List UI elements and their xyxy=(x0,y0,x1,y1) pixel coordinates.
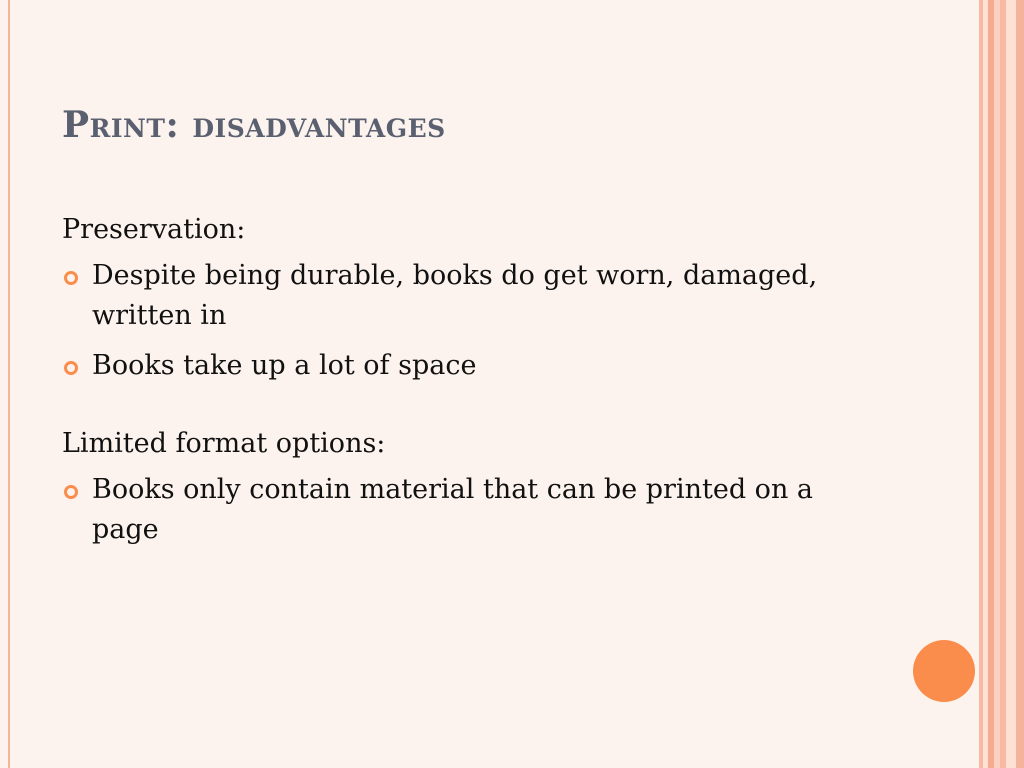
bullet-item xyxy=(62,346,882,386)
bullet-item xyxy=(62,256,882,336)
section-heading-format: Limited format options: xyxy=(62,428,386,459)
bullet-text: Books take up a lot of space xyxy=(92,350,477,381)
hollow-circle-bullet-icon xyxy=(64,271,78,285)
orange-circle-icon xyxy=(913,640,975,702)
hollow-circle-bullet-icon xyxy=(64,361,78,375)
slide-title: Print: disadvantages xyxy=(62,104,446,146)
bullet-item xyxy=(62,470,882,550)
left-border-rule xyxy=(8,0,10,768)
bullet-text: Despite being durable, books do get worn, damaged, written in xyxy=(92,260,818,331)
slide-body xyxy=(62,210,882,560)
bullet-list-preservation xyxy=(62,256,882,386)
right-decorative-stripe xyxy=(1006,0,1016,768)
hollow-circle-bullet-icon xyxy=(64,485,78,499)
right-decorative-stripe xyxy=(1016,0,1024,768)
section-spacer xyxy=(62,396,882,424)
section-heading-preservation: Preservation: xyxy=(62,214,246,245)
bullet-text: Books only contain material that can be printed on a page xyxy=(92,474,814,545)
bullet-list-format xyxy=(62,470,882,550)
